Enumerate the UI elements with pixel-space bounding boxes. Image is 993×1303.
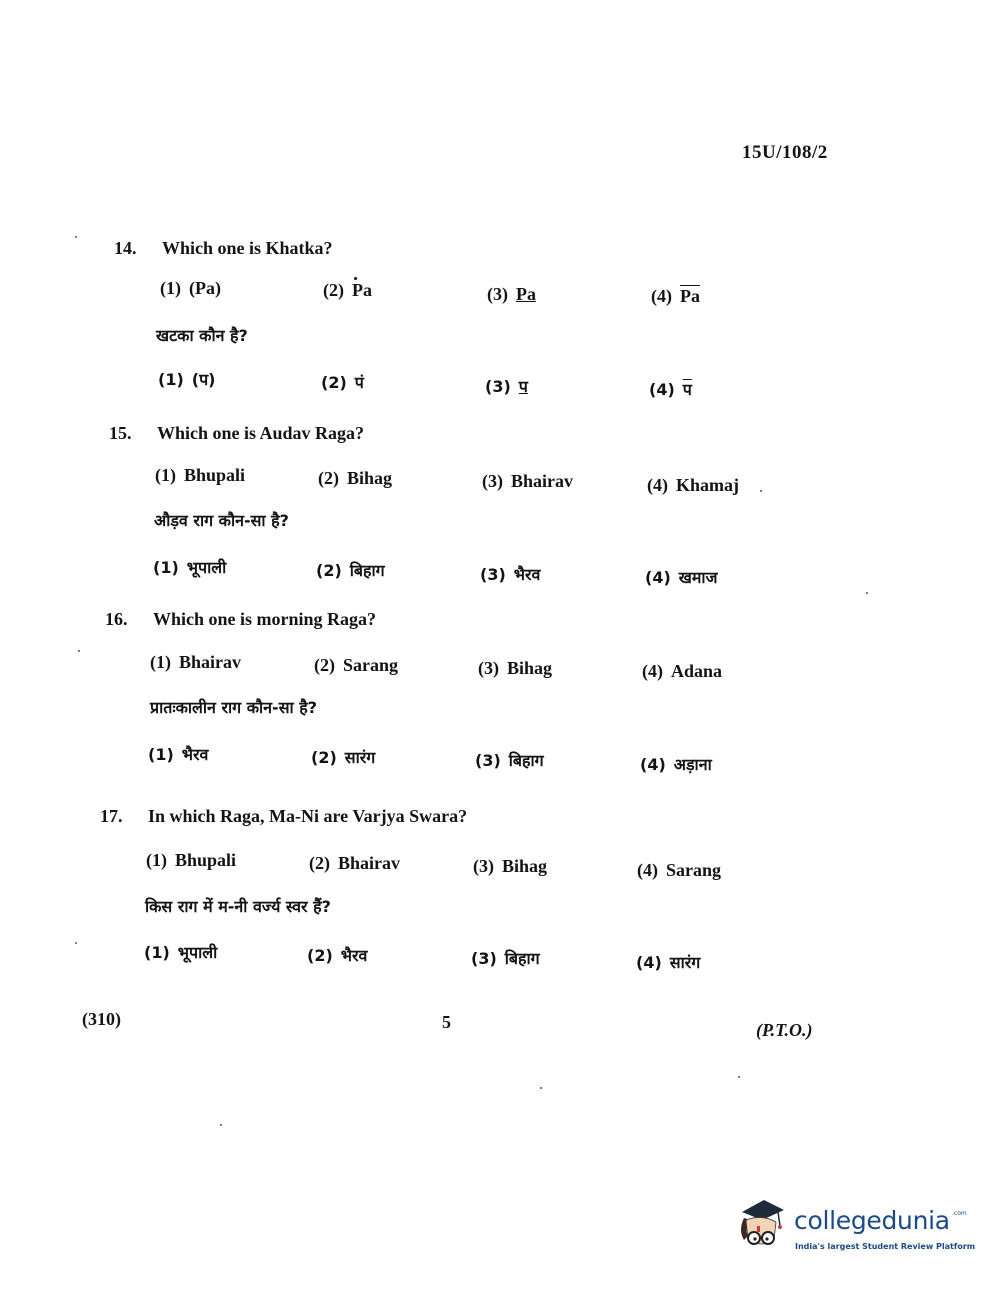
paper-code: 15U/108/2 [742,142,828,163]
question-number: 15. [109,423,132,443]
option-3-hi: (3) प [485,377,528,396]
option-4-en: (4) Khamaj [647,475,739,495]
option-3-hi: (3) भैरव [480,565,541,584]
brand-name: collegedunia [794,1206,950,1235]
option-1-en: (1) (Pa) [160,278,221,298]
option-4-en: (4) Adana [642,661,723,681]
question-number: 14. [114,238,137,258]
option-1-en: (1) Bhupali [146,850,237,870]
option-2-en: (2) Bhairav [309,853,401,873]
scan-speck [540,1087,542,1089]
option-2-hi: (2) पं [321,373,364,392]
question-text-en: Which one is morning Raga? [153,609,377,629]
option-4-hi: (4) सारंग [636,953,701,972]
pto-label: (P.T.O.) [756,1020,813,1040]
option-1-hi: (1) भूपाली [144,943,218,962]
option-2-hi: (2) भैरव [307,946,368,965]
scan-speck [220,1124,222,1126]
question-14 [0,238,993,428]
scan-speck [75,236,77,238]
option-3-en: (3) Bihag [478,658,553,678]
question-16 [0,609,993,799]
question-number: 17. [100,806,123,826]
option-1-hi: (1) (प) [158,370,216,389]
option-3-hi: (3) बिहाग [471,949,540,968]
option-1-hi: (1) भैरव [148,745,209,764]
option-1-hi: (1) भूपाली [153,558,227,577]
scan-speck [760,490,762,492]
option-2-hi: (2) सारंग [311,748,376,767]
brand-domain: .com [952,1210,967,1217]
mascot-icon [734,1196,790,1256]
option-2-en: (2) Bihag [318,468,393,488]
option-1-en: (1) Bhupali [155,465,246,485]
option-2-en: (2) Pa [323,280,372,300]
scan-speck [75,942,77,944]
option-4-hi: (4) अड़ाना [640,755,712,774]
question-17 [0,806,993,996]
question-text-hi: औड़व राग कौन-सा है? [154,511,289,530]
scan-speck [866,592,868,594]
option-1-en: (1) Bhairav [150,652,242,672]
question-text-hi: खटका कौन है? [156,326,248,345]
question-text-hi: प्रातःकालीन राग कौन-सा है? [150,698,318,717]
scan-speck [738,1076,740,1078]
question-text-en: Which one is Khatka? [162,238,333,258]
brand-tagline: India's largest Student Review Platform [795,1242,976,1251]
question-text-hi: किस राग में म-नी वर्ज्य स्वर हैं? [145,897,331,916]
option-4-en: (4) $\overline{Pa}$ [651,286,700,306]
option-4-hi: (4) प [649,380,692,399]
page-number: 5 [442,1012,451,1032]
collegedunia-logo [734,1196,976,1258]
option-2-en: (2) Sarang [314,655,399,675]
question-15 [0,423,993,613]
scan-speck [78,650,80,652]
option-4-en: (4) Sarang [637,860,722,880]
option-3-en: (3) Bhairav [482,471,574,491]
option-3-hi: (3) बिहाग [475,751,544,770]
option-3-en: (3) Pa [487,284,536,304]
option-4-hi: (4) खमाज [645,568,718,587]
footer-code: (310) [82,1009,121,1029]
question-number: 16. [105,609,128,629]
question-text-en: Which one is Audav Raga? [157,423,365,443]
option-3-en: (3) Bihag [473,856,548,876]
option-2-hi: (2) बिहाग [316,561,385,580]
question-text-en: In which Raga, Ma-Ni are Varjya Swara? [148,806,468,826]
